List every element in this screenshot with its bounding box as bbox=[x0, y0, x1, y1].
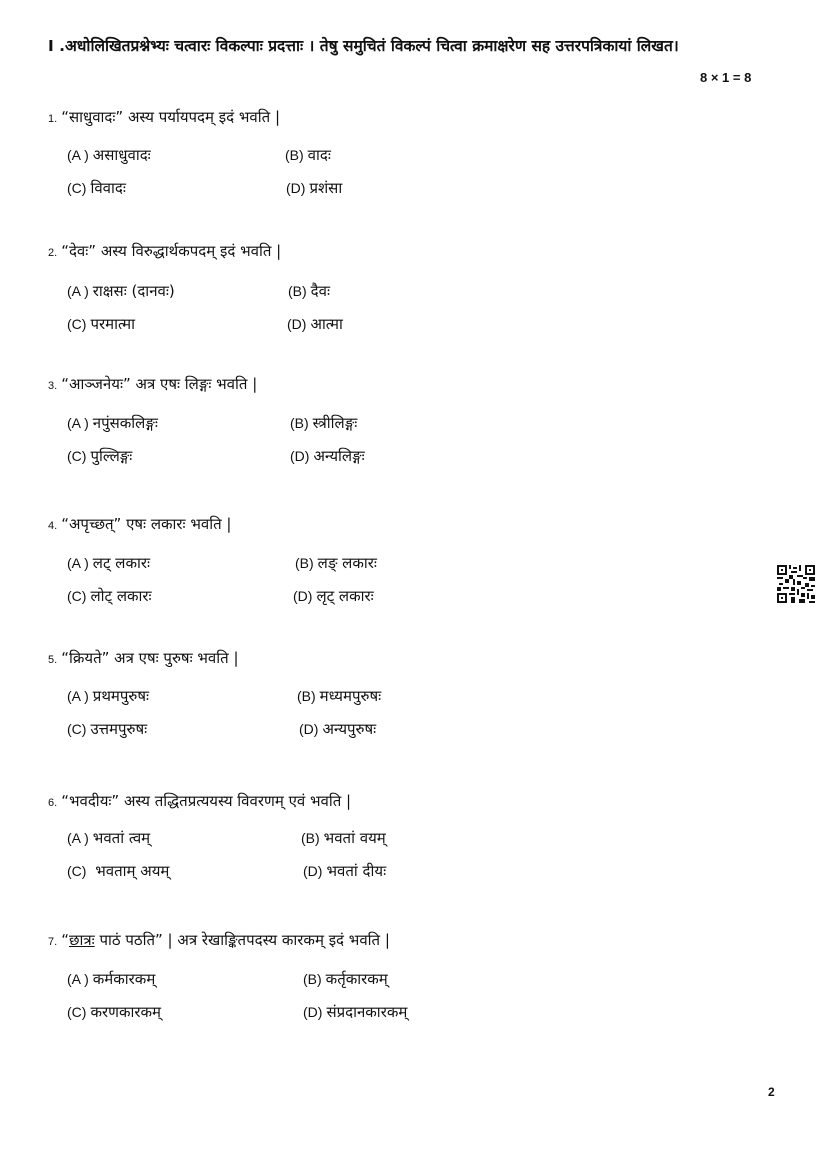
options-row bbox=[48, 313, 768, 346]
question-stem bbox=[48, 647, 768, 671]
options-row bbox=[48, 412, 768, 445]
options-row bbox=[48, 280, 768, 313]
section-instruction: I .अधोलिखितप्रश्नेभ्यः चत्वारः विकल्पाः प्रदत्ताः । तेषु समुचितं विकल्पं चित्वा क्रमाक्षरेण सह उत्तरपत्रिकायां लिखत। bbox=[48, 37, 679, 55]
qr-code-icon bbox=[777, 565, 815, 603]
option-d: (D) अन्यलिङ्गः bbox=[290, 447, 365, 465]
question-6 bbox=[48, 790, 768, 893]
options-row bbox=[48, 552, 768, 585]
option-a: (A ) राक्षसः (दानवः) bbox=[67, 282, 175, 300]
option-d: (D) लृट् लकारः bbox=[293, 587, 374, 605]
option-c: (C) भवताम् अयम् bbox=[67, 862, 170, 880]
question-text: “क्रियते” अत्र एषः पुरुषः भवति | bbox=[61, 649, 239, 667]
options-row bbox=[48, 1001, 768, 1034]
option-a: (A ) लट् लकारः bbox=[67, 554, 151, 572]
options-row bbox=[48, 860, 768, 893]
question-number: 6. bbox=[48, 797, 58, 809]
options-row bbox=[48, 685, 768, 718]
option-d: (D) आत्मा bbox=[287, 315, 343, 333]
page-number: 2 bbox=[768, 1085, 775, 1099]
options-row bbox=[48, 144, 768, 177]
question-stem bbox=[48, 106, 768, 130]
question-text: “साधुवादः” अस्य पर्यायपदम् इदं भवति | bbox=[61, 108, 280, 126]
option-b: (B) वादः bbox=[285, 146, 331, 164]
option-b: (B) भवतां वयम् bbox=[301, 829, 386, 847]
options-row bbox=[48, 718, 768, 751]
option-b: (B) दैवः bbox=[288, 282, 331, 300]
option-d: (D) अन्यपुरुषः bbox=[299, 720, 377, 738]
question-number: 5. bbox=[48, 654, 58, 666]
question-number: 2. bbox=[48, 247, 58, 259]
option-b: (B) स्त्रीलिङ्गः bbox=[290, 414, 358, 432]
question-number: 4. bbox=[48, 520, 58, 532]
options-row bbox=[48, 968, 768, 1001]
question-text: पाठं पठति” | अत्र रेखाङ्कितपदस्य कारकम् इदं भवति | bbox=[94, 931, 390, 949]
question-stem bbox=[48, 513, 768, 537]
question-stem bbox=[48, 240, 768, 264]
option-c: (C) उत्तमपुरुषः bbox=[67, 720, 148, 738]
question-number: 7. bbox=[48, 936, 58, 948]
question-number: 3. bbox=[48, 380, 58, 392]
question-stem bbox=[48, 929, 768, 953]
question-text: “भवदीयः” अस्य तद्धितप्रत्ययस्य विवरणम् एवं भवति | bbox=[61, 792, 352, 810]
option-a: (A ) असाधुवादः bbox=[67, 146, 151, 164]
option-a: (A ) भवतां त्वम् bbox=[67, 829, 151, 847]
question-2 bbox=[48, 240, 768, 346]
question-text-open-quote: “ bbox=[61, 931, 69, 949]
option-b: (B) मध्यमपुरुषः bbox=[297, 687, 382, 705]
option-d: (D) संप्रदानकारकम् bbox=[303, 1003, 408, 1021]
options-row bbox=[48, 827, 768, 860]
question-text: “अपृच्छत्” एषः लकारः भवति | bbox=[61, 515, 232, 533]
question-4 bbox=[48, 513, 768, 618]
option-c: (C) परमात्मा bbox=[67, 315, 136, 333]
option-a: (A ) कर्मकारकम् bbox=[67, 970, 156, 988]
option-c: (C) पुल्लिङ्गः bbox=[67, 447, 133, 465]
option-b: (B) लङ् लकारः bbox=[295, 554, 377, 572]
question-1 bbox=[48, 106, 768, 210]
question-text: “देवः” अस्य विरुद्धार्थकपदम् इदं भवति | bbox=[61, 242, 282, 260]
marks-allocation: 8 × 1 = 8 bbox=[700, 70, 752, 85]
option-b: (B) कर्तृकारकम् bbox=[303, 970, 388, 988]
option-d: (D) प्रशंसा bbox=[286, 179, 343, 197]
option-c: (C) करणकारकम् bbox=[67, 1003, 161, 1021]
option-c: (C) लोट् लकारः bbox=[67, 587, 152, 605]
options-row bbox=[48, 177, 768, 210]
option-a: (A ) नपुंसकलिङ्गः bbox=[67, 414, 158, 432]
option-a: (A ) प्रथमपुरुषः bbox=[67, 687, 150, 705]
question-number: 1. bbox=[48, 113, 58, 125]
question-7 bbox=[48, 929, 768, 1034]
option-c: (C) विवादः bbox=[67, 179, 126, 197]
underlined-word: छात्रः bbox=[68, 931, 95, 949]
question-stem bbox=[48, 790, 768, 814]
options-row bbox=[48, 585, 768, 618]
question-3 bbox=[48, 373, 768, 478]
option-d: (D) भवतां दीयः bbox=[303, 862, 387, 880]
question-5 bbox=[48, 647, 768, 751]
options-row bbox=[48, 445, 768, 478]
question-stem bbox=[48, 373, 768, 397]
question-text: “आञ्जनेयः” अत्र एषः लिङ्गः भवति | bbox=[61, 375, 258, 393]
